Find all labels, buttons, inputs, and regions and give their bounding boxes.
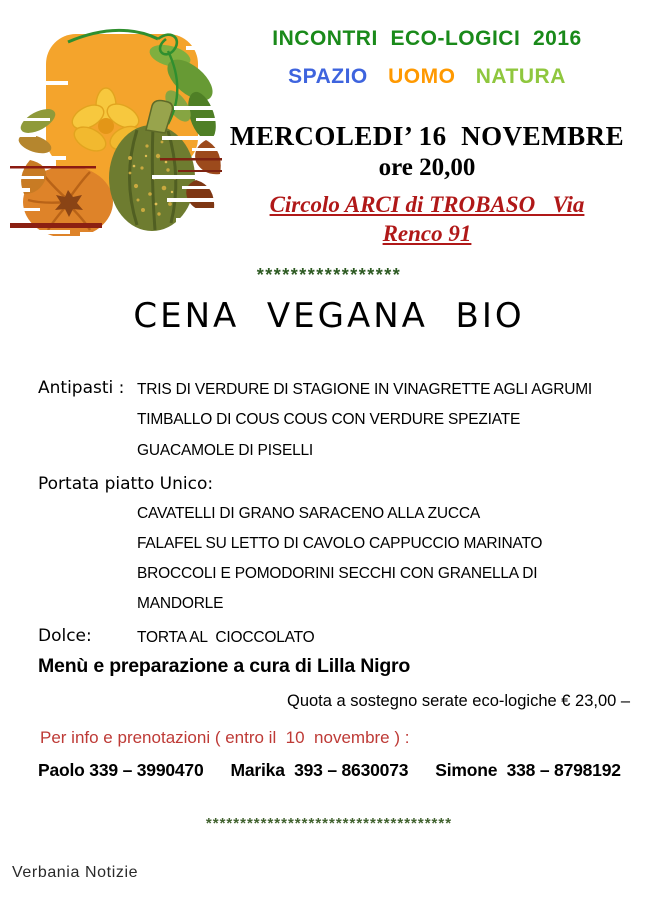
- menu-item: FALAFEL SU LETTO DI CAVOLO CAPPUCCIO MARINATO: [137, 535, 543, 552]
- event-venue-line2: Renco 91: [382, 221, 472, 246]
- menu-credit: Menù e preparazione a cura di Lilla Nigro: [38, 655, 411, 677]
- motto-word-spazio: SPAZIO: [288, 65, 368, 88]
- menu-item: TORTA AL CIOCCOLATO: [137, 629, 315, 646]
- section-label-dolce: Dolce:: [38, 626, 92, 646]
- pumpkin-illustration: [10, 18, 222, 236]
- booking-line: Per info e prenotazioni ( entro il 10 novembre ) :: [40, 728, 410, 747]
- event-time: ore 20,00: [378, 154, 476, 181]
- event-date: MERCOLEDI’ 16 NOVEMBRE: [229, 121, 625, 151]
- menu-title: CENA VEGANA BIO: [133, 296, 525, 336]
- menu-item: BROCCOLI E POMODORINI SECCHI CON GRANELLA DI: [137, 565, 538, 582]
- contact-paolo: Paolo 339 – 3990470: [38, 760, 204, 780]
- stars-separator-bottom: ************************************: [205, 815, 453, 832]
- menu-item: CAVATELLI DI GRANO SARACENO ALLA ZUCCA: [137, 505, 480, 522]
- event-venue-line1: Circolo ARCI di TROBASO Via: [269, 192, 585, 217]
- price-line: Quota a sostegno serate eco-logiche € 23,00 –: [287, 692, 631, 710]
- stars-separator-top: *****************: [256, 265, 402, 285]
- pumpkin-illustration-svg: [10, 18, 222, 236]
- menu-item: GUACAMOLE DI PISELLI: [137, 442, 314, 459]
- motto-word-natura: NATURA: [475, 65, 566, 88]
- motto-word-uomo: UOMO: [388, 65, 456, 88]
- series-title: INCONTRI ECO-LOGICI 2016: [272, 27, 582, 50]
- menu-item: MANDORLE: [137, 595, 224, 612]
- contact-marika: Marika 393 – 8630073: [230, 760, 409, 780]
- contact-simone: Simone 338 – 8798192: [435, 760, 621, 780]
- menu-item: TIMBALLO DI COUS COUS CON VERDURE SPEZIATE: [137, 411, 521, 428]
- contacts-line: [38, 760, 621, 781]
- section-label-antipasti: Antipasti :: [38, 378, 125, 398]
- section-label-portata: Portata piatto Unico:: [38, 474, 214, 494]
- motto-line: [206, 65, 648, 89]
- source-watermark: Verbania Notizie: [12, 864, 139, 881]
- menu-item: TRIS DI VERDURE DI STAGIONE IN VINAGRETTE AGLI AGRUMI: [137, 381, 593, 398]
